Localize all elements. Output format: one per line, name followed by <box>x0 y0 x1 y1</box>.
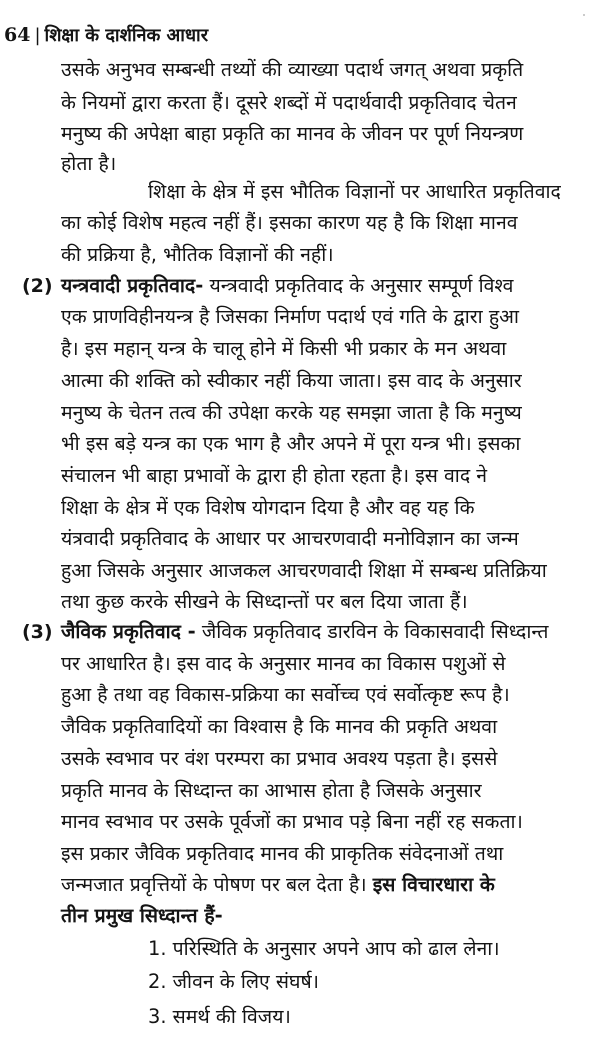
text-line: मानव स्वभाव पर उसके पूर्वजों का प्रभाव पड़े बिना नहीं रह सकता। <box>61 810 523 833</box>
section-heading: यन्त्रवादी प्रकृतिवाद- <box>61 274 204 297</box>
bold-fragment: इस विचारधारा के <box>372 873 495 896</box>
text-line: इस प्रकार जैविक प्रकृतिवाद मानव की प्राकृतिक संवेदनाओं तथा <box>61 842 504 865</box>
text-line: तथा कुछ करके सीखने के सिध्दान्तों पर बल दिया जाता हैं। <box>61 590 468 613</box>
text-line: जैविक प्रकृतिवादियों का विश्वास है कि मानव की प्रकृति अथवा <box>61 715 498 738</box>
text-line: की प्रक्रिया है, भौतिक विज्ञानों की नहीं। <box>61 243 334 266</box>
scan-speck <box>583 14 585 16</box>
text-line: संचालन भी बाहा प्रभावों के द्वारा ही होता रहता है। इस वाद ने <box>61 464 488 487</box>
text-line: का कोई विशेष महत्व नहीं हैं। इसका कारण यह है कि शिक्षा मानव <box>61 211 518 234</box>
text-line: है। इस महान् यन्त्र के चालू होने में किसी भी प्रकार के मन अथवा <box>61 337 507 360</box>
section-heading-line <box>61 620 548 644</box>
text-line: प्रकृति मानव के सिध्दान्त का आभास होता है जिसके अनुसार <box>61 779 482 802</box>
text-line: पर आधारित है। इस वाद के अनुसार मानव का विकास पशुओं से <box>61 652 506 675</box>
text-line-mixed <box>61 873 495 897</box>
text-line: आत्मा की शक्ति को स्वीकार नहीं किया जाता। इस वाद के अनुसार <box>61 369 522 392</box>
text-line: एक प्राणविहीनयन्त्र है जिसका निर्माण पदार्थ एवं गति के द्वारा हुआ <box>61 305 519 328</box>
principle-item: 1. परिस्थिति के अनुसार अपने आप को ढाल लेना। <box>148 937 500 960</box>
text-line: उसके स्वभाव पर वंश परम्परा का प्रभाव अवश्य पड़ता है। इससे <box>61 747 498 770</box>
text-line: यंत्रवादी प्रकृतिवाद के आधार पर आचरणवादी मनोविज्ञान का जन्म <box>61 527 519 550</box>
section-heading-line <box>61 274 513 298</box>
text-line: उसके अनुभव सम्बन्धी तथ्यों की व्याख्या पदार्थ जगत् अथवा प्रकृति <box>61 58 524 81</box>
section-heading: जैविक प्रकृतिवाद - <box>61 620 196 643</box>
text-line: हुआ है तथा वह विकास-प्रक्रिया का सर्वोच्च एवं सर्वोत्कृष्ट रूप है। <box>61 683 510 706</box>
text-line: शिक्षा के क्षेत्र में एक विशेष योगदान दिया है और वह यह कि <box>61 496 475 519</box>
text-line: भी इस बड़े यन्त्र का एक भाग है और अपने में पूरा यन्त्र भी। इसका <box>61 432 521 455</box>
running-header <box>4 24 208 47</box>
section-number: (2) <box>22 275 53 297</box>
header-separator: | <box>34 25 41 46</box>
text-fragment: जैविक प्रकृतिवाद डारविन के विकासवादी सिध्दान्त <box>195 620 549 643</box>
text-fragment: जन्मजात प्रवृत्तियों के पोषण पर बल देता है। <box>61 873 373 896</box>
principle-item: 2. जीवन के लिए संघर्ष। <box>148 970 320 993</box>
text-line: शिक्षा के क्षेत्र में इस भौतिक विज्ञानों पर आधारित प्रकृतिवाद <box>148 180 561 203</box>
text-line: मनुष्य की अपेक्षा बाहा प्रकृति का मानव के जीवन पर पूर्ण नियन्त्रण <box>61 122 524 145</box>
principles-heading: तीन प्रमुख सिध्दान्त हैं- <box>61 904 223 927</box>
text-line: होता है। <box>61 152 117 175</box>
text-fragment: यन्त्रवादी प्रकृतिवाद के अनुसार सम्पूर्ण विश्व <box>203 274 514 297</box>
text-line: के नियमों द्वारा करता हैं। दूसरे शब्दों में पदार्थवादी प्रकृतिवाद चेतन <box>61 91 517 114</box>
text-line: हुआ जिसके अनुसार आजकल आचरणवादी शिक्षा में सम्बन्ध प्रतिक्रिया <box>61 559 547 582</box>
text-line: मनुष्य के चेतन तत्व की उपेक्षा करके यह समझा जाता है कि मनुष्य <box>61 401 522 424</box>
book-title: शिक्षा के दार्शनिक आधार <box>44 25 209 46</box>
section-number: (3) <box>22 621 53 643</box>
page-number: 64 <box>4 24 31 46</box>
principle-item: 3. समर्थ की विजय। <box>148 1005 291 1028</box>
